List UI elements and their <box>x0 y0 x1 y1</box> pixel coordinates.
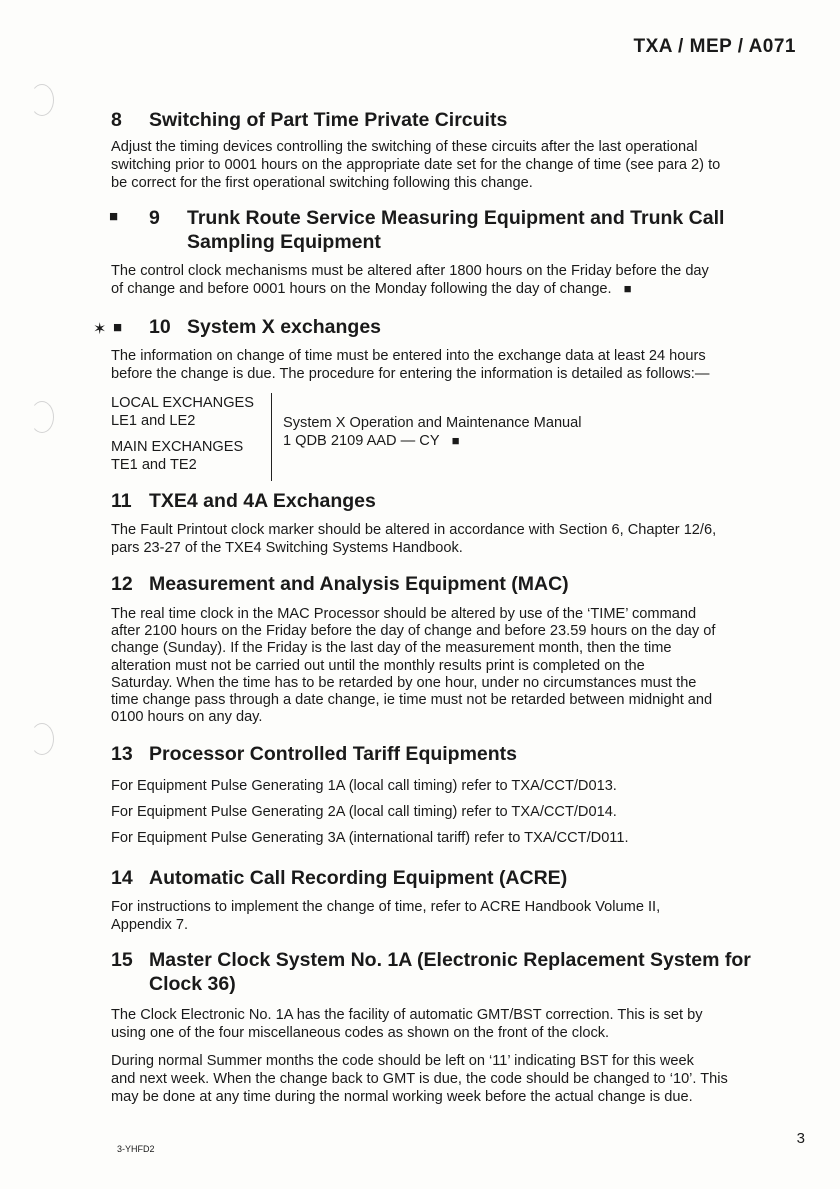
section-text: The real time clock in the MAC Processor should be altered by use of the ‘TIME’ command after 2100 hours on the Friday before the day of change and before 23.59 hours on the day of change (Sunday). If the Friday is the last day of the measurement month, then the time alteration must not be carried out until the monthly results print is completed on the Saturday. When the time has to be retarded by one hour, under no circumstances must the time change pass through a date change, ie time must not be retarded between midnight and 0100 hours on any day. <box>111 606 716 726</box>
section-text: Adjust the timing devices controlling the switching of these circuits after the last operational switching prior to 0001 hours on the appropriate date set for the change of time (see para 2) to be correct for the first operational switching following this change. <box>111 139 721 191</box>
manual-reference: System X Operation and Maintenance Manual 1 QDB 2109 AAD — CY ■ <box>283 415 582 449</box>
section-text: The information on change of time must be entered into the exchange data at least 24 hours before the change is due. The procedure for entering the information is detailed as follows:— <box>111 348 710 382</box>
page-number: 3 <box>796 1130 805 1147</box>
section-heading: 14 Automatic Call Recording Equipment (ACRE) <box>111 867 568 889</box>
punch-hole <box>30 401 54 433</box>
section-heading: 13 Processor Controlled Tariff Equipments <box>111 743 518 765</box>
section-heading: 12 Measurement and Analysis Equipment (MAC) <box>111 573 569 595</box>
punch-hole <box>30 723 54 755</box>
section-text: For instructions to implement the change of time, refer to ACRE Handbook Volume II, Appendix 7. <box>111 899 661 933</box>
section-9 <box>111 206 811 298</box>
section-8 <box>111 108 811 192</box>
section-10 <box>93 315 811 485</box>
section-heading: 8 Switching of Part Time Private Circuits <box>111 109 508 131</box>
section-12 <box>111 572 811 726</box>
section-text: The Fault Printout clock marker should be altered in accordance with Section 6, Chapter 12/6, pars 23-27 of the TXE4 Switching Systems Handbook. <box>111 522 717 556</box>
brace <box>271 393 272 481</box>
section-text: During normal Summer months the code should be left on ‘11’ indicating BST for this week and next week. When the change back to GMT is due, the code should be changed to ‘10’. This may be done at any time during the normal working week before the actual change is due. <box>111 1053 728 1105</box>
footer-code: 3-YHFD2 <box>117 1144 155 1154</box>
section-heading: 10 System X exchanges <box>149 316 382 338</box>
section-11 <box>111 489 811 557</box>
page-header-ref: TXA / MEP / A071 <box>633 36 796 57</box>
section-text: For Equipment Pulse Generating 3A (international tariff) refer to TXA/CCT/D011. <box>111 830 629 846</box>
punch-hole <box>30 84 54 116</box>
section-text: The Clock Electronic No. 1A has the facility of automatic GMT/BST correction. This is set by using one of the four miscellaneous codes as shown on the front of the clock. <box>111 1007 703 1041</box>
section-heading: 9 Trunk Route Service Measuring Equipment and Trunk Call Sampling Equipment <box>149 207 725 253</box>
change-mark-square: ■ <box>623 281 632 296</box>
change-mark-square: ■ <box>451 433 460 448</box>
section-14 <box>111 866 811 934</box>
local-exchanges-label: LOCAL EXCHANGES LE1 and LE2 <box>111 395 255 429</box>
section-text: For Equipment Pulse Generating 1A (local call timing) refer to TXA/CCT/D013. <box>111 778 617 794</box>
main-exchanges-label: MAIN EXCHANGES TE1 and TE2 <box>111 439 244 473</box>
change-mark-square: ■ <box>113 319 123 336</box>
section-15 <box>111 948 811 1106</box>
section-heading: 11 TXE4 and 4A Exchanges <box>111 490 376 512</box>
section-text: The control clock mechanisms must be altered after 1800 hours on the Friday before the day of change and before 0001 hours on the Monday following the day of change. ■ <box>111 263 709 297</box>
star-mark: ✶ <box>93 321 107 338</box>
section-13 <box>111 742 811 847</box>
change-mark-square: ■ <box>109 208 119 225</box>
section-text: For Equipment Pulse Generating 2A (local call timing) refer to TXA/CCT/D014. <box>111 804 617 820</box>
section-heading: 15 Master Clock System No. 1A (Electronic Replacement System for Clock 36) <box>111 949 751 995</box>
